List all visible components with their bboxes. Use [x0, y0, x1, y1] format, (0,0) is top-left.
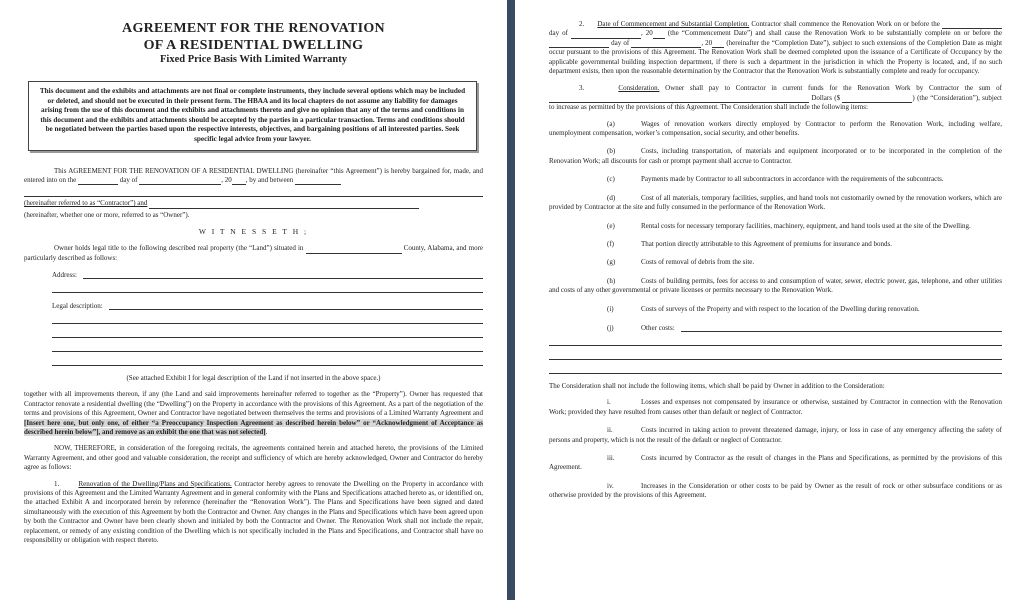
consideration-item-label: (a) [607, 119, 615, 128]
consideration-item-label: (d) [607, 193, 616, 202]
consideration-item [549, 147, 1002, 166]
land-description-paragraph: Owner holds legal title to the following described real property (the “Land”) situated in County, Alabama, and more particularly described as follows: [24, 244, 484, 262]
witnesseth-heading: W I T N E S S E T H ; [198, 227, 309, 237]
consideration-item [549, 222, 1002, 231]
excluded-item [549, 426, 1002, 445]
document-page-2 [515, 0, 1024, 600]
consideration-item-text: That portion directly attributable to this Agreement of premiums for insurance and bonds. [641, 239, 892, 248]
consideration-item-text: Costs of building permits, fees for access to and consumption of water, sewer, electric power, gas, telephone, and other utilities and costs of any other governmental or private licenses or permits necessary to the Renovation Work. [549, 276, 1002, 295]
not-include-paragraph: The Consideration shall not include the following items, which shall be paid by Owner in addition to the Consideration: [549, 381, 885, 390]
other-costs-field[interactable]: (j) Other costs: [549, 323, 1002, 332]
excluded-items-list [549, 398, 1002, 500]
consideration-item-label: (e) [607, 221, 615, 230]
owner-reference: (hereinafter, whether one or more, referred to as “Owner”). [24, 210, 190, 219]
address-extra-lines[interactable] [52, 284, 483, 293]
consideration-item [549, 305, 1002, 314]
section-3-paragraph: 3. Consideration. Owner shall pay to Contractor in current funds for the Renovation Work by Contractor the sum of Dollars ($ ) (the “Consideration”), subject to increase as permitted by the provisions of this Agreement. The Consideration shall include the following items: [549, 84, 1003, 112]
excluded-item-text: Costs incurred by Contractor as the result of changes in the Plans and Specifications, as permitted by the provisions of this Agreement. [549, 453, 1002, 472]
section-1-paragraph: 1. Renovation of the Dwelling/Plans and Specifications. Contractor hereby agrees to renovate the Dwelling on the Property in accordance with provisions of this Agreement and the Limited Warranty Agreement and in general conformity with the Plans and Specifications attached hereto as, or identified on, the attached Exhibit A and incorporated herein by reference (hereinafter the “Renovation Work”). The Plans and Specifications have been signed and dated simultaneously with the execution of this Agreement by both the Contractor and Owner. Any changes in the Plans and Specifications which have been agreed upon by both the Contractor and Owner have been clearly shown and initialed by both the Contractor and Owner. The Renovation Work shall not include the repair, replacement, or remedy of any existing condition of the Dwelling which is not specifically included in the Plans and Specifications, and Contractor shall have no responsibility or obligation with respect thereto. [24, 479, 484, 545]
consideration-item-label: (i) [607, 304, 614, 313]
consideration-item [549, 175, 1002, 184]
section-2-paragraph: 2. Date of Commencement and Substantial Completion. Contractor shall commence the Renovation Work on or before the day of , 20 (the “Commencement Date”) and shall cause the Renovation Work to be substantially complete on or before the day of , 20 (hereinafter the “Completion Date”), subject to such extensions of the Completion Date as might occur pursuant to the provisions of this Agreement. The Renovation Work shall be deemed completed upon the issuance of a Certificate of Occupancy by the applicable governmental building inspection department, if there is such a department in the jurisdiction in which the Property is located, and, if no such department exists, then upon the reasonable determination by the Contractor that the Renovation Work is substantially complete and ready for occupancy. [549, 20, 1003, 76]
consideration-item [549, 120, 1002, 139]
other-costs-lines[interactable] [549, 337, 1002, 374]
excluded-item-label: iv. [607, 481, 614, 490]
excluded-item-text: Increases in the Consideration or other costs to be paid by Owner as the result of rock or other subsurface conditions or as otherwise provided by the provisions of this Agreement. [549, 481, 1002, 500]
consideration-item-label: (h) [607, 276, 616, 285]
excluded-item-label: i. [607, 398, 611, 407]
consideration-item [549, 194, 1002, 213]
consideration-item-text: Wages of renovation workers directly employed by Contractor to perform the Renovation Work, including welfare, unemployment compensation, worker’s compensation, social security, and other benefits. [549, 119, 1002, 138]
document-subtitle: Fixed Price Basis With Limited Warranty [160, 54, 347, 65]
excluded-item-text: Losses and expenses not compensated by insurance or otherwise, sustained by Contractor in connection with the Renovation Work; provided they have resulted from causes other than default or neglect of Contractor. [549, 398, 1002, 416]
consideration-item [549, 258, 1002, 267]
excluded-item-text: Costs incurred in taking action to prevent threatened damage, injury, or loss in case of any emergency affecting the safety of persons and property, which is not the result of the default or neglect of Contractor. [549, 426, 1002, 444]
excluded-item [549, 398, 1002, 417]
legal-description-lines[interactable] [52, 315, 483, 366]
consideration-item-text: Payments made by Contractor to all subcontractors in accordance with the requirements of the subcontracts. [641, 175, 944, 184]
now-therefore-paragraph: NOW, THEREFORE, in consideration of the foregoing recitals, the agreements contained herein and attached hereto, the provisions of the Limited Warranty Agreement, and other good and valuable consideration, the receipt and sufficiency of which are hereby acknowledged, Owner and Contractor do hereby agree as follows: [24, 444, 483, 472]
consideration-items-list [549, 120, 1002, 314]
consideration-item-text: Costs, including transportation, of materials and equipment incorporated or to be incorporated in the completion of the Renovation Work; all discounts for cash or prompt payment shall accrue to Contractor. [549, 147, 1002, 165]
document-title-line-1: AGREEMENT FOR THE RENOVATION [122, 21, 385, 36]
consideration-item [549, 240, 1002, 249]
contractor-owner-line: (hereinafter referred to as “Contractor”) and [24, 199, 483, 208]
consideration-item-text: Rental costs for necessary temporary facilities, machinery, equipment, and hand tools used at the site of the Dwelling. [641, 221, 971, 230]
exhibit-note: (See attached Exhibit I for legal description of the Land if not inserted in the above space.) [126, 374, 381, 382]
document-title-line-2: OF A RESIDENTIAL DWELLING [143, 38, 364, 53]
disclaimer-notice-box: This document and the exhibits and attachments are not final or complete instruments, they include several options which may be included or deleted, and should not be executed in their present form. The HBAA and its local chapters do not assume any liability for damages arising from the use of this document and the exhibits and attachments thereto and give no opinion that any of the terms and conditions in this document and the exhibits and attachments should be accepted by the parties in a particular transaction. Terms and conditions should be negotiated between the parties based upon the respective interests, objectives, and bargaining positions of all interested parties. Seek specific legal advice from your lawyer. [28, 81, 477, 151]
consideration-item-text: Costs of removal of debris from the site. [641, 258, 755, 267]
consideration-item-text: Costs of surveys of the Property and with respect to the location of the Dwelling during renovation. [641, 304, 920, 313]
excluded-item [549, 482, 1002, 501]
consideration-item-label: (b) [607, 147, 616, 156]
consideration-item-label: (c) [607, 175, 615, 184]
contractor-name-line[interactable] [24, 188, 483, 197]
consideration-item-text: Cost of all materials, temporary facilities, supplies, and hand tools not customarily owned by the renovation workers, which are provided by Contractor at the site and fully consumed in the performance of the Renovation Work. [549, 193, 1002, 212]
excluded-item [549, 454, 1002, 473]
legal-description-field[interactable]: Legal description: [52, 301, 483, 310]
excluded-item-label: iii. [607, 453, 615, 462]
together-paragraph: together with all improvements thereon, if any (the Land and said improvements hereinafter referred to together as the “Property”). Owner has requested that Contractor renovate a residential dwelling (the “Dwelling”) on the Property in accordance with the provisions of this Agreement. As a part of the negotiation of the terms and provisions of this Agreement, Owner and Contractor have negotiated between themselves the terms and provisions of a Limited Warranty Agreement and [Insert here one, but only one, of either “a Preoccupancy Inspection Agreement as described herein below” or “Acknowledgment of Acceptance as described herein below”], and remove as an exhibit the one that was not selected]. [24, 390, 483, 437]
address-field[interactable]: Address: [52, 270, 483, 279]
consideration-item-label: (f) [607, 239, 614, 248]
consideration-item [549, 277, 1002, 296]
excluded-item-label: ii. [607, 426, 613, 435]
document-page-1 [0, 0, 507, 600]
consideration-item-label: (g) [607, 258, 616, 267]
intro-paragraph: This AGREEMENT FOR THE RENOVATION OF A RESIDENTIAL DWELLING (hereinafter “this Agreement”) is hereby bargained for, made, and entered into on the day of , 20 , by and between [24, 166, 483, 184]
